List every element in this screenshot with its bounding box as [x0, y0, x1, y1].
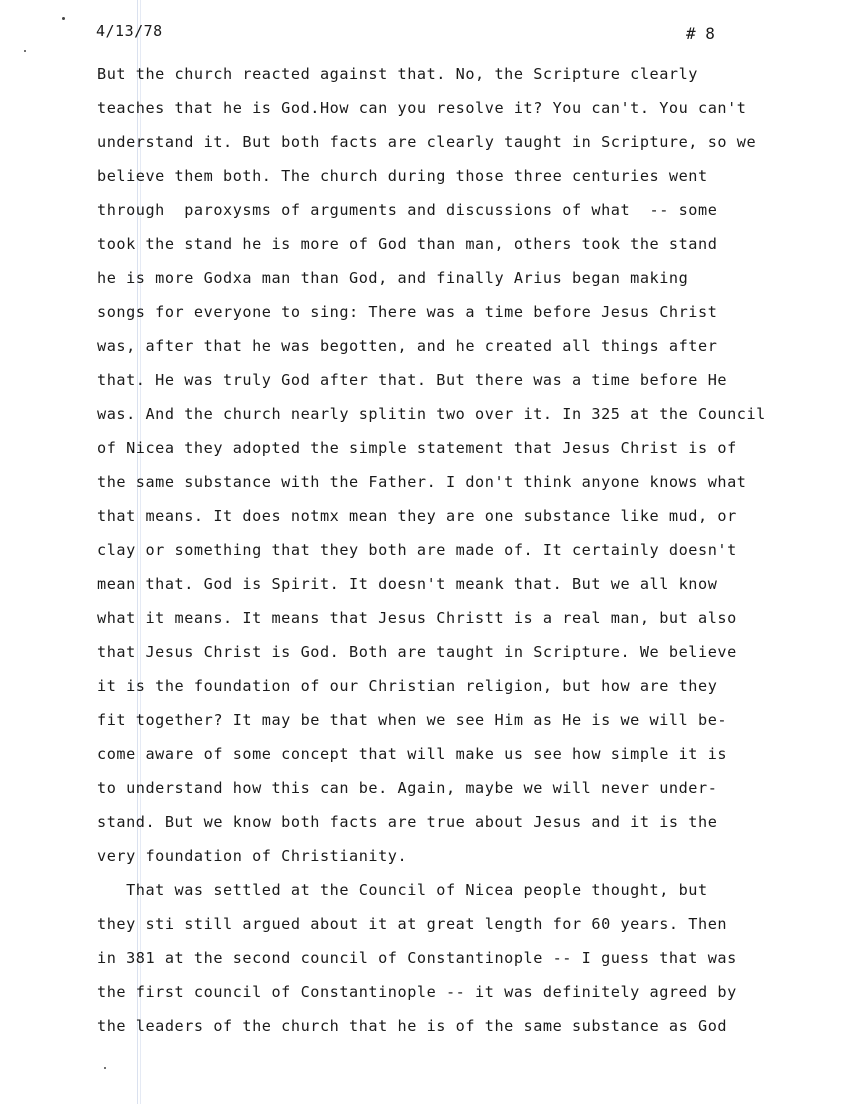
- text-line: teaches that he is God.How can you resolve it? You can't. You can't: [97, 99, 747, 117]
- text-line: stand. But we know both facts are true about Jesus and it is the: [97, 813, 718, 831]
- text-line: mean that. God is Spirit. It doesn't meank that. But we all know: [97, 575, 718, 593]
- text-line: That was settled at the Council of Nicea people thought, but: [97, 881, 708, 899]
- text-line: it is the foundation of our Christian religion, but how are they: [97, 677, 718, 695]
- text-line: was, after that he was begotten, and he created all things after: [97, 337, 718, 355]
- text-line: believe them both. The church during those three centuries went: [97, 167, 708, 185]
- text-line: in 381 at the second council of Constantinople -- I guess that was: [97, 949, 737, 967]
- text-line: clay or something that they both are made of. It certainly doesn't: [97, 541, 737, 559]
- speck: [24, 50, 26, 52]
- page-number: # 8: [686, 24, 715, 43]
- text-line: fit together? It may be that when we see Him as He is we will be-: [97, 711, 728, 729]
- text-line: that Jesus Christ is God. Both are taught in Scripture. We believe: [97, 643, 737, 661]
- text-line: the first council of Constantinople -- it was definitely agreed by: [97, 983, 737, 1001]
- text-line: they sti still argued about it at great length for 60 years. Then: [97, 915, 728, 933]
- text-line: that. He was truly God after that. But there was a time before He: [97, 371, 728, 389]
- document-date: 4/13/78: [96, 22, 163, 40]
- text-line: But the church reacted against that. No, the Scripture clearly: [97, 65, 699, 83]
- text-line: of Nicea they adopted the simple statement that Jesus Christ is of: [97, 439, 737, 457]
- text-line: what it means. It means that Jesus Christt is a real man, but also: [97, 609, 737, 627]
- text-line: the same substance with the Father. I don't think anyone knows what: [97, 473, 747, 491]
- speck: [62, 17, 65, 20]
- text-line: understand it. But both facts are clearly taught in Scripture, so we: [97, 133, 757, 151]
- text-line: took the stand he is more of God than man, others took the stand: [97, 235, 718, 253]
- text-line: come aware of some concept that will make us see how simple it is: [97, 745, 728, 763]
- text-line: through paroxysms of arguments and discussions of what -- some: [97, 201, 718, 219]
- speck: [104, 1067, 106, 1069]
- text-line: was. And the church nearly splitin two over it. In 325 at the Council: [97, 405, 766, 423]
- text-line: to understand how this can be. Again, maybe we will never under-: [97, 779, 718, 797]
- text-line: the leaders of the church that he is of the same substance as God: [97, 1017, 728, 1035]
- text-line: songs for everyone to sing: There was a time before Jesus Christ: [97, 303, 718, 321]
- text-line: very foundation of Christianity.: [97, 847, 408, 865]
- text-line: that means. It does notmx mean they are one substance like mud, or: [97, 507, 737, 525]
- text-line: he is more Godxa man than God, and finally Arius began making: [97, 269, 689, 287]
